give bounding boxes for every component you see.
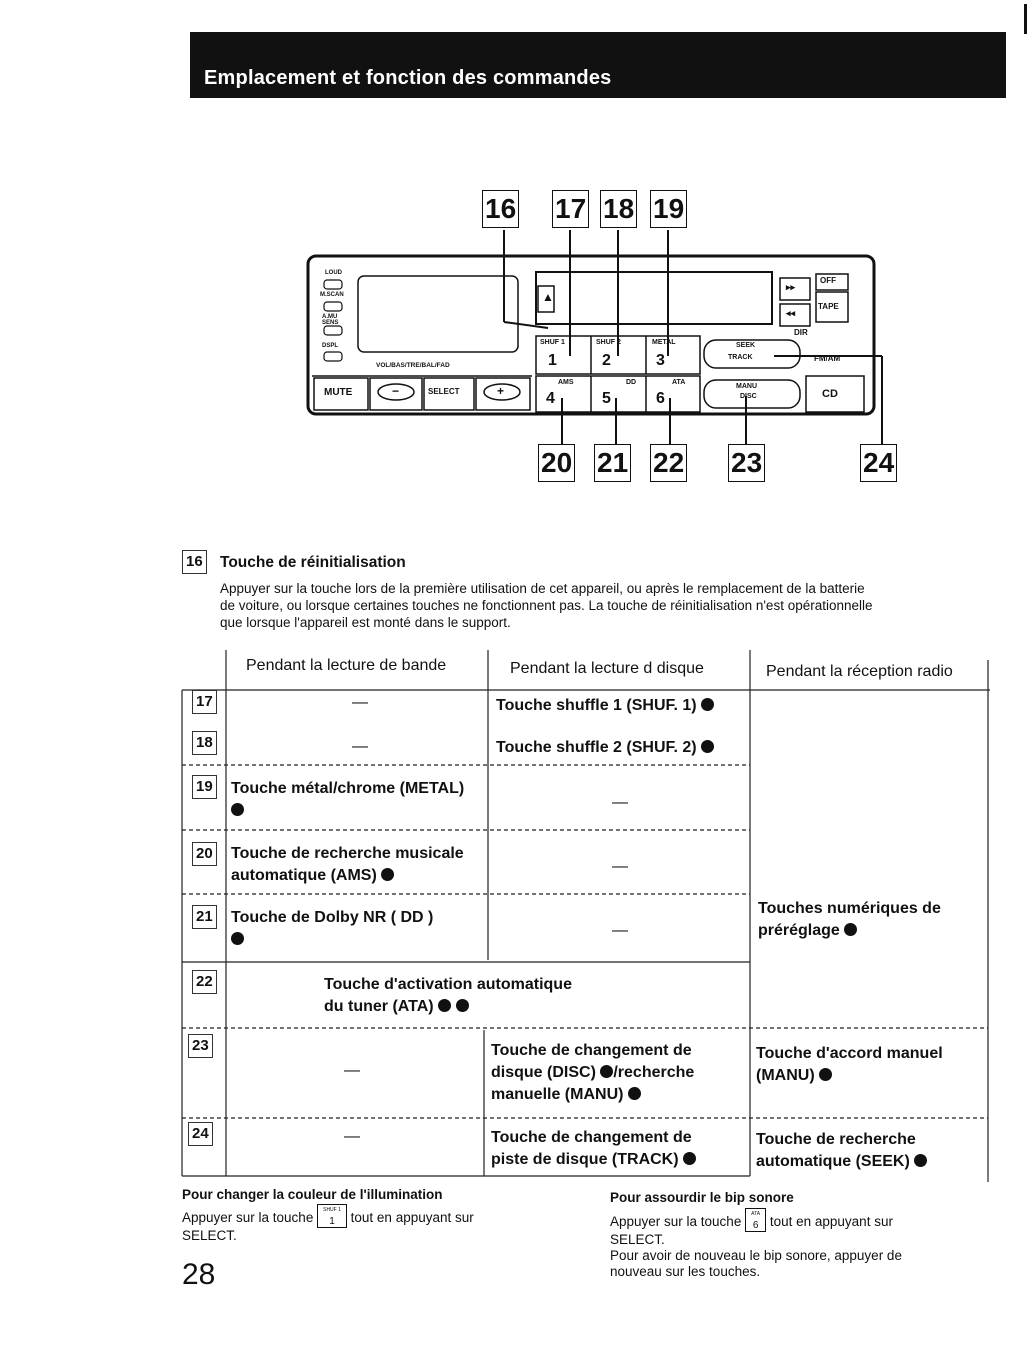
key-1[interactable]: 1: [548, 352, 557, 369]
row-number-23: 23: [188, 1034, 213, 1058]
reference-dot-icon: [683, 1152, 696, 1165]
disc-cell-18: [496, 737, 714, 759]
note-illumination-l1a: Appuyer sur la touche: [182, 1210, 314, 1225]
section-16-line: de voiture, ou lorsque certaines touches ne fonctionnent pas. La touche de réinitialisation n'est opérationnelle: [220, 598, 873, 613]
tape-cell-19-text: Touche métal/chrome (METAL): [231, 780, 465, 797]
disc-cell-20: —: [612, 858, 628, 875]
reference-dot-icon: [231, 803, 244, 816]
row-number-18: 18: [192, 731, 217, 755]
disc-cell-17: [496, 695, 714, 717]
disc-cell-24: [491, 1127, 696, 1171]
span-cell-22-line1: Touche d'activation automatique: [324, 976, 572, 993]
key-6-inline-sup: ATA: [751, 1211, 761, 1217]
span-cell-22: [324, 974, 572, 1018]
callout-18: 18: [600, 190, 637, 228]
off-button[interactable]: OFF: [820, 276, 836, 285]
callout-24: 24: [860, 444, 897, 482]
reference-dot-icon: [231, 932, 244, 945]
reference-dot-icon: [438, 999, 451, 1012]
note-illumination-body: [182, 1204, 562, 1244]
section-title: Emplacement et fonction des commandes: [204, 67, 612, 89]
tape-cell-19: [231, 778, 464, 822]
reference-dot-icon: [701, 698, 714, 711]
key-1-inline-sup: SHUF 1: [323, 1207, 341, 1213]
mscan-label: M.SCAN: [320, 292, 344, 298]
reference-dot-icon: [701, 740, 714, 753]
row-number-17: 17: [192, 690, 217, 714]
reference-dot-icon: [600, 1065, 613, 1078]
radio-preset-line2: préréglage: [758, 922, 840, 939]
manu-label: MANU: [736, 383, 757, 390]
radio-cell-24: [756, 1129, 927, 1173]
dolby-label: DD: [626, 379, 637, 386]
span-cell-22-line2: du tuner (ATA): [324, 998, 434, 1015]
dspl-label: DSPL: [322, 343, 339, 349]
radio-cell-23-line2: (MANU): [756, 1067, 815, 1084]
tape-cell-20: [231, 843, 464, 887]
eject-icon[interactable]: ▲: [542, 290, 554, 304]
section-16-title: Touche de réinitialisation: [220, 554, 406, 571]
note-illumination-l1b: tout en appuyant sur: [350, 1210, 474, 1225]
key-6-inline: [745, 1208, 766, 1232]
reference-dot-icon: [381, 868, 394, 881]
metal-label: METAL: [652, 339, 676, 346]
row-number-22: 22: [192, 970, 217, 994]
sens-label: SENS: [322, 320, 339, 326]
note-illumination-l2: SELECT.: [182, 1228, 237, 1243]
vol-label: VOL/BAS/TRE/BAL/FAD: [376, 362, 450, 369]
tape-cell-21: [231, 907, 433, 951]
tape-cell-23: —: [344, 1062, 360, 1079]
minus-label: −: [392, 384, 400, 398]
key-1-inline-num: 1: [329, 1216, 335, 1227]
tape-cell-20-line2: automatique (AMS): [231, 867, 377, 884]
radio-cell-23-line1: Touche d'accord manuel: [756, 1045, 943, 1062]
radio-cell-23: [756, 1043, 943, 1087]
note-beep-l1b: tout en appuyant sur: [769, 1214, 893, 1229]
disc-cell-17-text: Touche shuffle 1 (SHUF. 1): [496, 697, 697, 714]
key-5[interactable]: 5: [602, 390, 611, 407]
radio-preset-line1: Touches numériques de: [758, 900, 941, 917]
track-label: TRACK: [728, 354, 753, 361]
row-number-24: 24: [188, 1122, 213, 1146]
ata-label: ATA: [672, 379, 686, 386]
disc-cell-18-text: Touche shuffle 2 (SHUF. 2): [496, 739, 697, 756]
key-4[interactable]: 4: [546, 390, 555, 407]
disc-cell-24-line1: Touche de changement de: [491, 1129, 692, 1146]
note-beep-l2: SELECT.: [610, 1232, 665, 1247]
reference-dot-icon: [819, 1068, 832, 1081]
disc-cell-23-line3: manuelle (MANU): [491, 1086, 624, 1103]
note-beep-title: Pour assourdir le bip sonore: [610, 1190, 794, 1205]
key-3[interactable]: 3: [656, 352, 665, 369]
col-header-radio: Pendant la réception radio: [766, 663, 953, 680]
tape-cell-20-line1: Touche de recherche musicale: [231, 845, 464, 862]
radio-cell-24-line1: Touche de recherche: [756, 1131, 916, 1148]
section-16-number: 16: [182, 550, 207, 574]
callout-17: 17: [552, 190, 589, 228]
tape-button[interactable]: TAPE: [818, 302, 839, 311]
key-1-inline: [317, 1204, 347, 1228]
page-number: 28: [182, 1258, 216, 1291]
key-6[interactable]: 6: [656, 390, 665, 407]
section-16-line: que lorsque l'appareil est monté dans le support.: [220, 615, 511, 630]
reference-dot-icon: [914, 1154, 927, 1167]
callout-22: 22: [650, 444, 687, 482]
disc-cell-23-line2b: /recherche: [613, 1064, 695, 1081]
col-header-disc: Pendant la lecture d disque: [510, 660, 704, 677]
shuf2-label: SHUF 2: [596, 339, 621, 346]
callout-16: 16: [482, 190, 519, 228]
select-button[interactable]: SELECT: [428, 387, 460, 396]
disc-label: DISC: [740, 393, 757, 400]
rew-icon[interactable]: ◂◂: [786, 308, 796, 318]
row-number-21: 21: [192, 905, 217, 929]
reference-dot-icon: [844, 923, 857, 936]
disc-cell-23: [491, 1040, 694, 1106]
amu-label: A.MU: [322, 314, 338, 320]
radio-cell-24-line2: automatique (SEEK): [756, 1153, 910, 1170]
tape-cell-18: —: [352, 738, 368, 755]
row-number-20: 20: [192, 842, 217, 866]
disc-cell-24-line2: piste de disque (TRACK): [491, 1151, 679, 1168]
callout-20: 20: [538, 444, 575, 482]
cd-button[interactable]: CD: [822, 388, 838, 400]
tape-cell-17: —: [352, 694, 368, 711]
callout-23: 23: [728, 444, 765, 482]
key-2[interactable]: 2: [602, 352, 611, 369]
shuf1-label: SHUF 1: [540, 339, 565, 346]
note-beep-l3: Pour avoir de nouveau le bip sonore, appuyer de: [610, 1248, 902, 1263]
loud-label: LOUD: [325, 270, 342, 276]
row-number-19: 19: [192, 775, 217, 799]
callout-19: 19: [650, 190, 687, 228]
radio-cell-preset: [758, 898, 941, 942]
note-beep-body: [610, 1208, 990, 1280]
tape-cell-21-text: Touche de Dolby NR ( DD ): [231, 909, 434, 926]
key-6-inline-num: 6: [752, 1220, 759, 1231]
ams-label: AMS: [558, 379, 574, 386]
callout-21: 21: [594, 444, 631, 482]
ff-icon[interactable]: ▸▸: [786, 282, 796, 292]
note-beep-l1a: Appuyer sur la touche: [610, 1214, 742, 1229]
plus-label: +: [497, 384, 505, 398]
disc-cell-21: —: [612, 922, 628, 939]
reference-dot-icon: [628, 1087, 641, 1100]
dir-label: DIR: [794, 328, 808, 337]
col-header-tape: Pendant la lecture de bande: [246, 657, 447, 674]
note-beep-l4: nouveau sur les touches.: [610, 1264, 761, 1279]
mute-button[interactable]: MUTE: [324, 387, 353, 398]
reference-dot-icon: [456, 999, 469, 1012]
disc-cell-19: —: [612, 794, 628, 811]
disc-cell-23-line2a: disque (DISC): [491, 1064, 596, 1081]
disc-cell-23-line1: Touche de changement de: [491, 1042, 692, 1059]
section-16-line: Appuyer sur la touche lors de la première utilisation de cet appareil, ou après le remplacement de la batterie: [220, 581, 865, 596]
note-illumination-title: Pour changer la couleur de l'illumination: [182, 1187, 443, 1202]
tape-cell-24: —: [344, 1128, 360, 1145]
seek-label: SEEK: [736, 342, 756, 349]
fmam-button[interactable]: FM/AM: [814, 354, 841, 363]
